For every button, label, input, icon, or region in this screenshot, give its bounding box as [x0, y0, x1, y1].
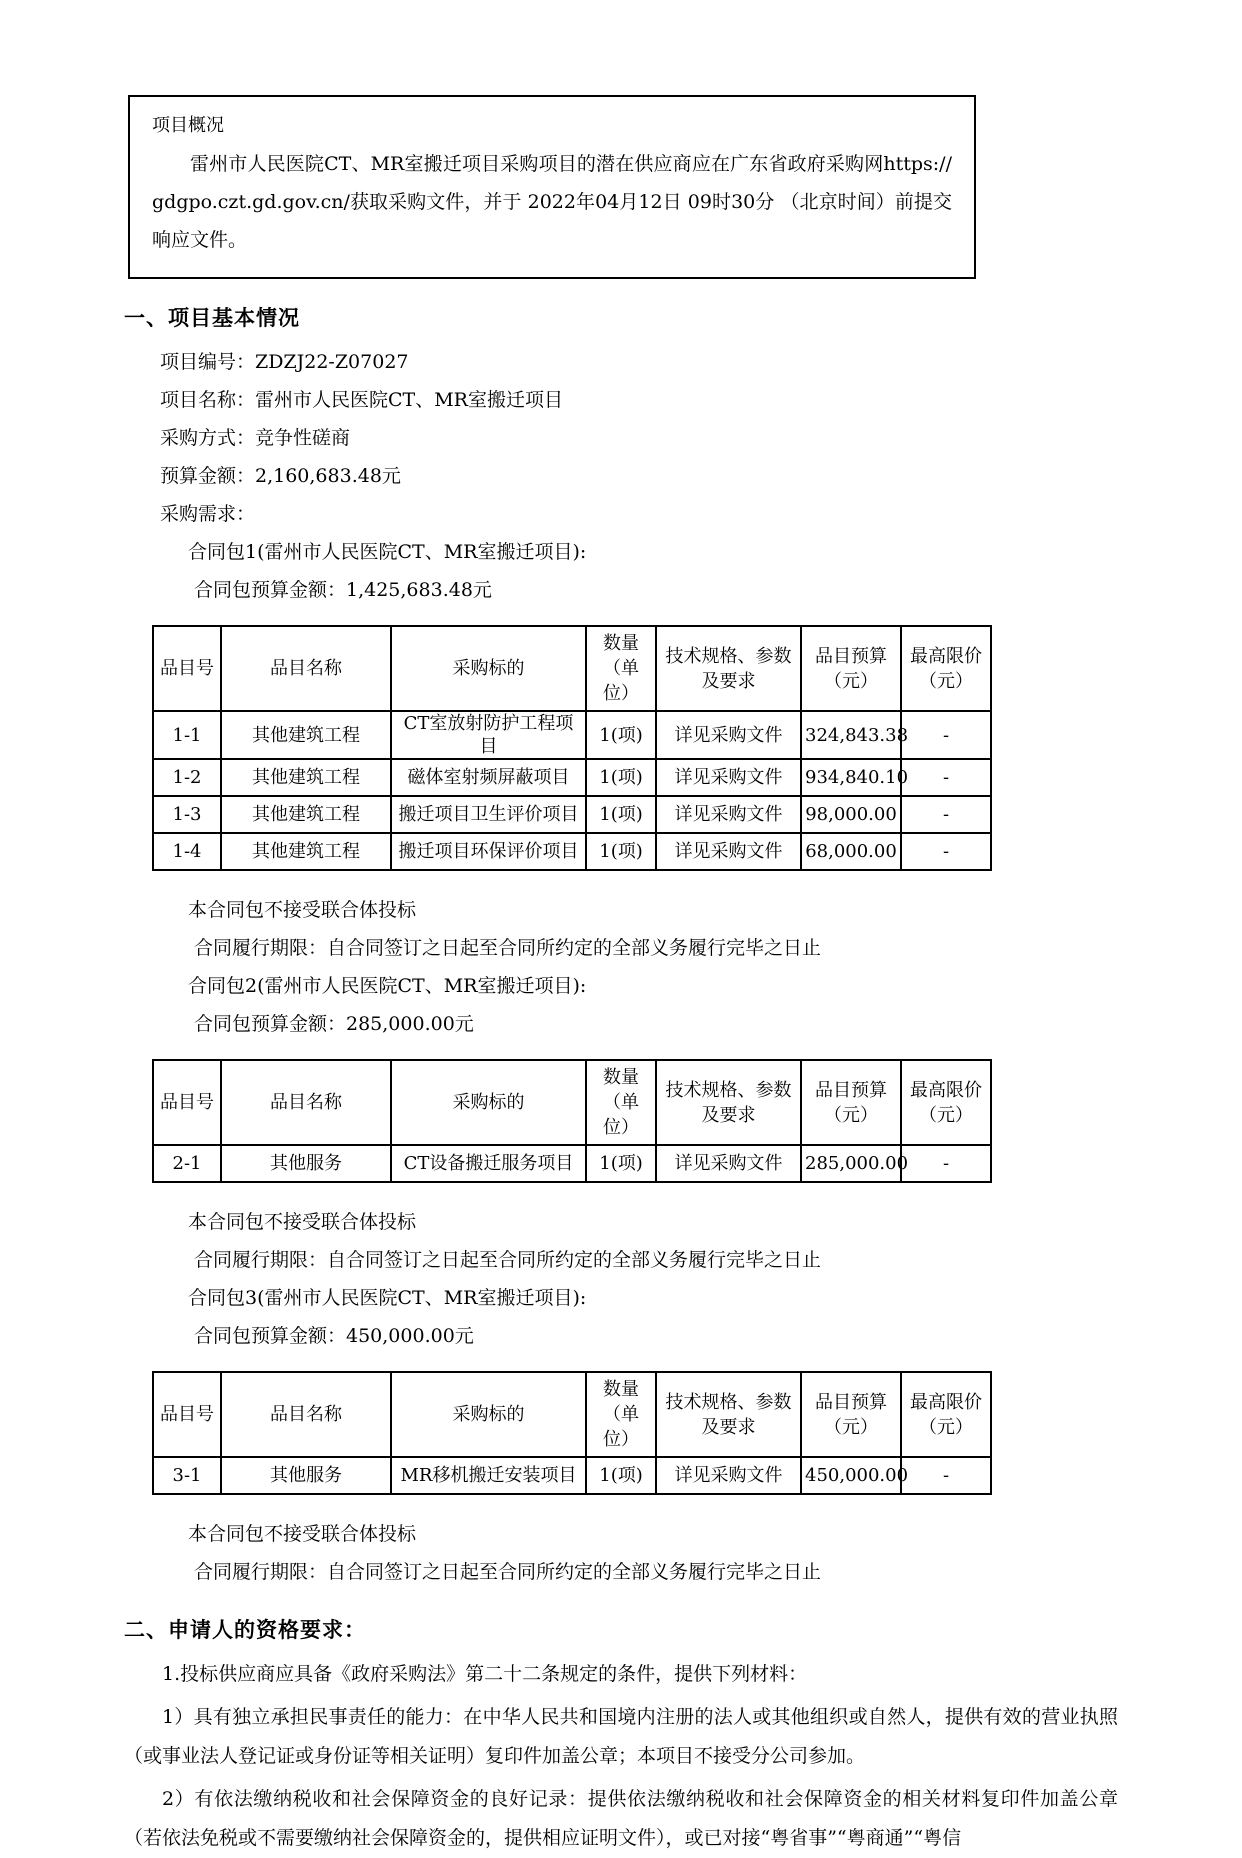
col-header-price-cap: 最高限价（元）	[901, 1372, 991, 1457]
col-header-item-no: 品目号	[153, 1372, 221, 1457]
table-row	[153, 833, 991, 870]
cell-specs: 详见采购文件	[656, 833, 801, 870]
field-procurement-method: 采购方式：竞争性磋商	[160, 427, 351, 449]
col-header-item-name: 品目名称	[221, 1060, 391, 1145]
col-header-item-budget: 品目预算（元）	[801, 1060, 901, 1145]
package-1-title: 合同包1(雷州市人民医院CT、MR室搬迁项目):	[188, 541, 587, 563]
cell-item-name: 其他建筑工程	[221, 833, 391, 870]
package-3-title: 合同包3(雷州市人民医院CT、MR室搬迁项目):	[188, 1287, 587, 1309]
package-2-items-table	[152, 1059, 992, 1183]
cell-quantity: 1(项)	[586, 1145, 656, 1182]
package-2-title: 合同包2(雷州市人民医院CT、MR室搬迁项目):	[188, 975, 587, 997]
cell-price-cap: -	[901, 1457, 991, 1494]
col-header-item-no: 品目号	[153, 1060, 221, 1145]
cell-specs: 详见采购文件	[656, 796, 801, 833]
package-2-budget: 合同包预算金额：285,000.00元	[194, 1013, 474, 1035]
package-3-items-table	[152, 1371, 992, 1495]
col-header-quantity: 数量（单位）	[586, 1060, 656, 1145]
cell-price-cap: -	[901, 796, 991, 833]
section-heading-basic-info: 一、项目基本情况	[124, 306, 300, 330]
table-header-row	[153, 1372, 991, 1457]
package-3-performance-period: 合同履行期限：自合同签订之日起至合同所约定的全部义务履行完毕之日止	[194, 1561, 822, 1583]
cell-subject: MR移机搬迁安装项目	[391, 1457, 586, 1494]
cell-specs: 详见采购文件	[656, 711, 801, 759]
cell-item-budget: 450,000.00	[801, 1457, 901, 1494]
col-header-subject: 采购标的	[391, 626, 586, 711]
field-procurement-demand: 采购需求：	[160, 503, 256, 525]
col-header-specs: 技术规格、参数及要求	[656, 1372, 801, 1457]
cell-price-cap: -	[901, 759, 991, 796]
table-row	[153, 796, 991, 833]
col-header-item-no: 品目号	[153, 626, 221, 711]
project-overview-box	[128, 95, 976, 279]
col-header-subject: 采购标的	[391, 1372, 586, 1457]
section-heading-qualification: 二、申请人的资格要求：	[124, 1618, 366, 1642]
package-3-no-consortium-note: 本合同包不接受联合体投标	[188, 1523, 417, 1545]
overview-body: 雷州市人民医院CT、MR室搬迁项目采购项目的潜在供应商应在广东省政府采购网https://gdgpo.czt.gd.gov.cn/获取采购文件，并于 2022年04月12日 09时30分 （北京时间）前提交响应文件。	[152, 153, 952, 251]
cell-subject: 搬迁项目环保评价项目	[391, 833, 586, 870]
package-1-no-consortium-note: 本合同包不接受联合体投标	[188, 899, 417, 921]
col-header-item-budget: 品目预算（元）	[801, 1372, 901, 1457]
cell-quantity: 1(项)	[586, 711, 656, 759]
cell-subject: CT室放射防护工程项目	[391, 711, 586, 759]
col-header-price-cap: 最高限价（元）	[901, 626, 991, 711]
col-header-specs: 技术规格、参数及要求	[656, 1060, 801, 1145]
table-row	[153, 711, 991, 759]
table-header-row	[153, 626, 991, 711]
col-header-quantity: 数量（单位）	[586, 1372, 656, 1457]
cell-specs: 详见采购文件	[656, 1145, 801, 1182]
cell-subject: 搬迁项目卫生评价项目	[391, 796, 586, 833]
cell-item-name: 其他服务	[221, 1145, 391, 1182]
col-header-item-name: 品目名称	[221, 1372, 391, 1457]
cell-quantity: 1(项)	[586, 796, 656, 833]
table-row	[153, 1145, 991, 1182]
col-header-specs: 技术规格、参数及要求	[656, 626, 801, 711]
overview-title: 项目概况	[152, 115, 224, 136]
field-budget-amount: 预算金额：2,160,683.48元	[160, 465, 401, 487]
package-1-budget: 合同包预算金额：1,425,683.48元	[194, 579, 492, 601]
cell-quantity: 1(项)	[586, 833, 656, 870]
cell-specs: 详见采购文件	[656, 759, 801, 796]
cell-item-budget: 68,000.00	[801, 833, 901, 870]
package-2-no-consortium-note: 本合同包不接受联合体投标	[188, 1211, 417, 1233]
cell-item-name: 其他建筑工程	[221, 711, 391, 759]
col-header-quantity: 数量（单位）	[586, 626, 656, 711]
package-1-items-table	[152, 625, 992, 871]
cell-item-no: 3-1	[153, 1457, 221, 1494]
cell-specs: 详见采购文件	[656, 1457, 801, 1494]
qualification-paragraph-2: 1）具有独立承担民事责任的能力：在中华人民共和国境内注册的法人或其他组织或自然人，提供有效的营业执照（或事业法人登记证或身份证等相关证明）复印件加盖公章；本项目不接受分公司参加。	[124, 1706, 1118, 1767]
table-row	[153, 1457, 991, 1494]
col-header-item-name: 品目名称	[221, 626, 391, 711]
cell-item-name: 其他建筑工程	[221, 796, 391, 833]
cell-price-cap: -	[901, 711, 991, 759]
col-header-subject: 采购标的	[391, 1060, 586, 1145]
cell-quantity: 1(项)	[586, 1457, 656, 1494]
cell-price-cap: -	[901, 1145, 991, 1182]
col-header-price-cap: 最高限价（元）	[901, 1060, 991, 1145]
cell-subject: CT设备搬迁服务项目	[391, 1145, 586, 1182]
cell-item-name: 其他建筑工程	[221, 759, 391, 796]
cell-item-budget: 98,000.00	[801, 796, 901, 833]
cell-item-no: 1-2	[153, 759, 221, 796]
cell-quantity: 1(项)	[586, 759, 656, 796]
cell-price-cap: -	[901, 833, 991, 870]
cell-item-no: 2-1	[153, 1145, 221, 1182]
package-1-performance-period: 合同履行期限：自合同签订之日起至合同所约定的全部义务履行完毕之日止	[194, 937, 822, 959]
package-2-performance-period: 合同履行期限：自合同签订之日起至合同所约定的全部义务履行完毕之日止	[194, 1249, 822, 1271]
cell-item-no: 1-3	[153, 796, 221, 833]
cell-item-name: 其他服务	[221, 1457, 391, 1494]
cell-item-no: 1-1	[153, 711, 221, 759]
qualification-paragraph-1: 1.投标供应商应具备《政府采购法》第二十二条规定的条件，提供下列材料：	[162, 1663, 808, 1685]
cell-item-budget: 285,000.00	[801, 1145, 901, 1182]
package-3-budget: 合同包预算金额：450,000.00元	[194, 1325, 474, 1347]
cell-item-no: 1-4	[153, 833, 221, 870]
field-project-number: 项目编号：ZDZJ22-Z07027	[160, 351, 409, 373]
table-row	[153, 759, 991, 796]
cell-item-budget: 324,843.38	[801, 711, 901, 759]
field-project-name: 项目名称：雷州市人民医院CT、MR室搬迁项目	[160, 389, 563, 411]
table-header-row	[153, 1060, 991, 1145]
cell-subject: 磁体室射频屏蔽项目	[391, 759, 586, 796]
col-header-item-budget: 品目预算（元）	[801, 626, 901, 711]
cell-item-budget: 934,840.10	[801, 759, 901, 796]
qualification-paragraph-3: 2）有依法缴纳税收和社会保障资金的良好记录：提供依法缴纳税收和社会保障资金的相关材料复印件加盖公章（若依法免税或不需要缴纳社会保障资金的，提供相应证明文件），或已对接“粤省事”“粤商通”“粤信	[124, 1788, 1118, 1849]
